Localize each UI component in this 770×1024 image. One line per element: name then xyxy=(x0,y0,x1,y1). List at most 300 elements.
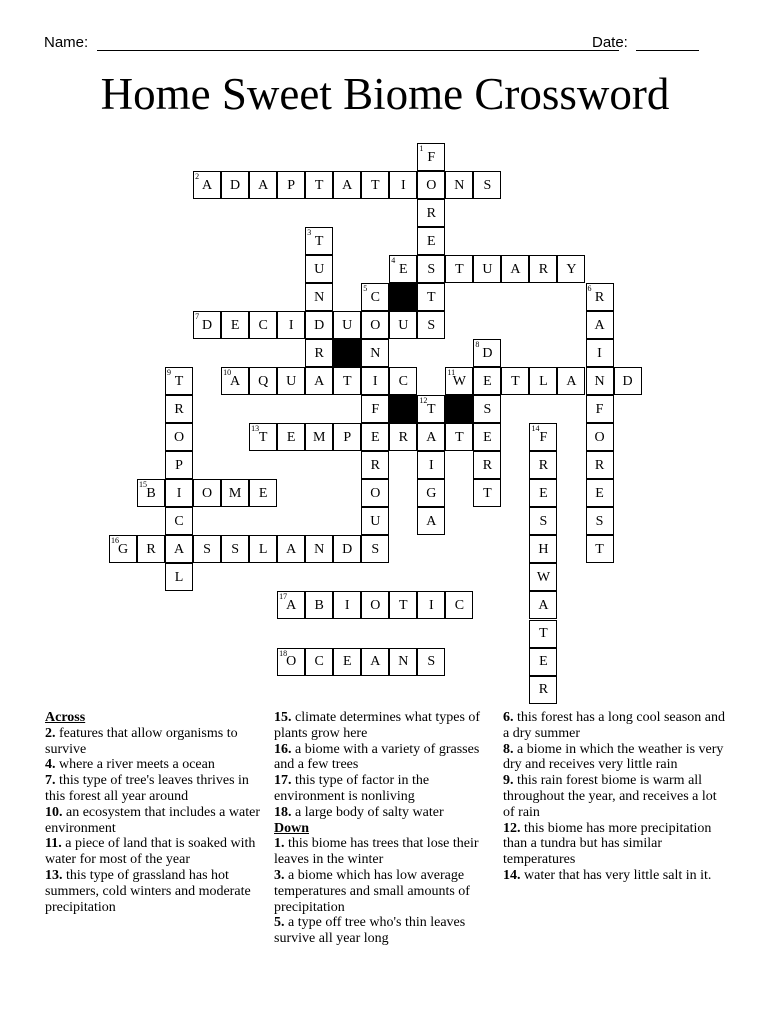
grid-cell[interactable] xyxy=(529,451,557,479)
cell-letter: O xyxy=(370,317,381,333)
grid-cell[interactable] xyxy=(417,507,445,535)
cell-letter: A xyxy=(286,597,297,613)
cell-letter: A xyxy=(286,541,297,557)
cell-letter: Y xyxy=(566,261,577,277)
cell-letter: P xyxy=(175,457,183,473)
grid-cell[interactable] xyxy=(361,339,389,367)
grid-cell[interactable] xyxy=(529,591,557,619)
grid-cell[interactable] xyxy=(473,451,501,479)
cell-letter: T xyxy=(174,373,184,389)
grid-cell[interactable] xyxy=(586,535,614,563)
grid-cell[interactable] xyxy=(165,451,193,479)
clue-item xyxy=(503,773,728,820)
cell-letter: M xyxy=(312,429,326,445)
grid-cell[interactable] xyxy=(333,311,361,339)
grid-cell[interactable] xyxy=(249,171,277,199)
grid-block xyxy=(389,395,417,423)
grid-cell[interactable] xyxy=(305,311,333,339)
grid-cell[interactable] xyxy=(333,171,361,199)
grid-cell[interactable] xyxy=(137,535,165,563)
grid-cell[interactable] xyxy=(193,171,221,199)
clue-number: 13. xyxy=(45,867,63,883)
grid-cell[interactable] xyxy=(529,648,557,676)
grid-cell[interactable] xyxy=(305,648,333,676)
grid-cell[interactable] xyxy=(586,395,614,423)
grid-cell[interactable] xyxy=(529,255,557,283)
clue-item xyxy=(45,836,270,868)
grid-block xyxy=(445,395,473,423)
grid-cell[interactable] xyxy=(529,507,557,535)
clue-number: 6 xyxy=(587,284,592,294)
grid-cell[interactable] xyxy=(417,395,445,423)
grid-cell[interactable] xyxy=(361,535,389,563)
cell-letter: C xyxy=(174,513,184,529)
grid-cell[interactable] xyxy=(389,423,417,451)
cell-letter: N xyxy=(370,345,381,361)
clue-number: 14 xyxy=(531,424,540,434)
clue-number: 17 xyxy=(279,592,288,602)
clue-text: a biome which has low average temperatures and small amounts of precipitation xyxy=(274,867,470,915)
grid-cell[interactable] xyxy=(586,367,614,395)
cell-letter: D xyxy=(202,317,213,333)
clue-text: this type of factor in the environment is nonliving xyxy=(274,773,430,804)
grid-cell[interactable] xyxy=(137,479,165,507)
grid-cell[interactable] xyxy=(221,367,249,395)
cell-letter: G xyxy=(426,485,437,501)
cell-letter: S xyxy=(483,401,492,417)
grid-cell[interactable] xyxy=(165,535,193,563)
grid-cell[interactable] xyxy=(557,255,585,283)
grid-cell[interactable] xyxy=(389,255,417,283)
cell-letter: D xyxy=(482,345,493,361)
clue-text: water that has very little salt in it. xyxy=(524,867,712,883)
grid-cell[interactable] xyxy=(221,171,249,199)
grid-cell[interactable] xyxy=(445,423,473,451)
grid-cell[interactable] xyxy=(333,591,361,619)
cell-letter: S xyxy=(231,541,239,557)
grid-cell[interactable] xyxy=(529,479,557,507)
clue-text: this type of tree's leaves thrives in this forest all year around xyxy=(45,773,249,804)
clues-column-1 xyxy=(45,710,270,915)
cell-letter: U xyxy=(342,317,353,333)
cell-letter: R xyxy=(594,457,605,473)
cell-letter: N xyxy=(314,289,325,305)
cell-letter: D xyxy=(622,373,633,389)
cell-letter: T xyxy=(258,429,268,445)
cell-letter: T xyxy=(595,541,604,557)
grid-cell[interactable] xyxy=(165,423,193,451)
cell-letter: E xyxy=(539,654,548,670)
grid-cell[interactable] xyxy=(221,535,249,563)
grid-cell[interactable] xyxy=(586,451,614,479)
grid-cell[interactable] xyxy=(361,395,389,423)
grid-cell[interactable] xyxy=(193,479,221,507)
grid-cell[interactable] xyxy=(614,367,642,395)
grid-cell[interactable] xyxy=(277,423,305,451)
cell-letter: E xyxy=(230,317,240,333)
clue-text: an ecosystem that includes a water environment xyxy=(45,804,260,836)
grid-cell[interactable] xyxy=(165,479,193,507)
clues-column-2 xyxy=(274,710,494,947)
cell-letter: R xyxy=(398,429,408,445)
clue-number: 5 xyxy=(363,284,368,294)
grid-cell[interactable] xyxy=(417,648,445,676)
cell-letter: M xyxy=(228,485,242,501)
name-label: Name: xyxy=(44,34,89,51)
clue-item xyxy=(503,821,728,868)
grid-cell[interactable] xyxy=(305,255,333,283)
grid-cell[interactable] xyxy=(193,311,221,339)
grid-cell[interactable] xyxy=(305,423,333,451)
clue-item xyxy=(274,742,494,774)
cell-letter: A xyxy=(202,177,213,193)
cell-letter: F xyxy=(595,401,604,417)
clue-number: 7. xyxy=(45,773,56,789)
grid-cell[interactable] xyxy=(473,255,501,283)
cell-letter: N xyxy=(594,373,605,389)
grid-cell[interactable] xyxy=(389,311,417,339)
grid-cell[interactable] xyxy=(529,423,557,451)
cell-letter: T xyxy=(427,401,436,417)
cell-letter: S xyxy=(203,541,211,557)
cell-letter: B xyxy=(314,597,324,613)
grid-cell[interactable] xyxy=(193,535,221,563)
cell-letter: O xyxy=(286,654,297,670)
clue-text: a large body of salty water xyxy=(295,804,444,820)
cell-letter: S xyxy=(595,513,604,529)
cell-letter: D xyxy=(342,541,353,557)
cell-letter: N xyxy=(398,654,409,670)
grid-cell[interactable] xyxy=(529,367,557,395)
grid-cell[interactable] xyxy=(417,255,445,283)
cell-letter: I xyxy=(597,345,602,361)
cell-letter: O xyxy=(370,485,381,501)
cell-letter: A xyxy=(173,541,185,557)
cell-letter: T xyxy=(399,597,408,613)
grid-cell[interactable] xyxy=(389,648,417,676)
grid-cell[interactable] xyxy=(473,479,501,507)
clue-number: 11. xyxy=(45,836,62,852)
cell-letter: U xyxy=(314,261,325,277)
cell-letter: W xyxy=(536,569,551,585)
cell-letter: R xyxy=(426,205,436,221)
grid-cell[interactable] xyxy=(361,367,389,395)
grid-cell[interactable] xyxy=(305,171,333,199)
clue-text: a biome in which the weather is very dry and receives very little rain xyxy=(503,741,724,773)
clue-text: a biome with a variety of grasses and a few trees xyxy=(274,741,480,773)
grid-cell[interactable] xyxy=(417,311,445,339)
clue-number: 17. xyxy=(274,773,292,789)
cell-letter: T xyxy=(455,429,464,445)
cell-letter: A xyxy=(566,373,577,389)
grid-cell[interactable] xyxy=(389,367,417,395)
grid-cell[interactable] xyxy=(249,535,277,563)
clue-text: where a river meets a ocean xyxy=(59,757,215,773)
cell-letter: G xyxy=(117,541,129,557)
grid-cell[interactable] xyxy=(417,143,445,171)
grid-cell[interactable] xyxy=(529,620,557,648)
cell-letter: E xyxy=(595,485,604,501)
grid-cell[interactable] xyxy=(417,227,445,255)
cell-letter: T xyxy=(483,485,492,501)
grid-cell[interactable] xyxy=(586,507,614,535)
grid-cell[interactable] xyxy=(586,339,614,367)
cell-letter: T xyxy=(370,177,380,193)
cell-letter: T xyxy=(427,289,436,305)
grid-cell[interactable] xyxy=(249,423,277,451)
clue-number: 10 xyxy=(223,368,232,378)
cell-letter: O xyxy=(370,597,381,613)
cell-letter: E xyxy=(286,429,296,445)
grid-cell[interactable] xyxy=(473,171,501,199)
clue-item xyxy=(274,773,494,805)
cell-letter: C xyxy=(370,289,380,305)
grid-cell[interactable] xyxy=(501,255,529,283)
clue-number: 5. xyxy=(274,915,285,931)
grid-cell[interactable] xyxy=(305,367,333,395)
cell-letter: T xyxy=(314,177,324,193)
grid-cell[interactable] xyxy=(361,283,389,311)
grid-cell[interactable] xyxy=(221,479,249,507)
grid-cell[interactable] xyxy=(473,423,501,451)
grid-cell[interactable] xyxy=(529,563,557,591)
cell-letter: U xyxy=(398,317,409,333)
cell-letter: S xyxy=(483,177,492,193)
cell-letter: E xyxy=(342,654,352,670)
grid-cell[interactable] xyxy=(249,311,277,339)
cell-letter: C xyxy=(454,597,465,613)
grid-cell[interactable] xyxy=(333,423,361,451)
grid-cell[interactable] xyxy=(305,535,333,563)
cell-letter: A xyxy=(258,177,269,193)
clue-item xyxy=(45,773,270,805)
grid-cell[interactable] xyxy=(333,648,361,676)
page-title: Home Sweet Biome Crossword xyxy=(100,69,670,119)
cell-letter: U xyxy=(370,513,381,529)
grid-cell[interactable] xyxy=(361,507,389,535)
grid-cell[interactable] xyxy=(305,283,333,311)
grid-cell[interactable] xyxy=(277,591,305,619)
clue-number: 8 xyxy=(475,340,480,350)
cell-letter: W xyxy=(452,373,466,389)
grid-cell[interactable] xyxy=(501,367,529,395)
cell-letter: O xyxy=(173,429,185,445)
clues-section xyxy=(0,708,770,1008)
cell-letter: R xyxy=(538,457,549,473)
clue-number: 3. xyxy=(274,867,285,883)
grid-cell[interactable] xyxy=(473,367,501,395)
grid-cell[interactable] xyxy=(165,395,193,423)
grid-cell[interactable] xyxy=(586,283,614,311)
clue-number: 15. xyxy=(274,710,292,725)
cell-letter: L xyxy=(174,569,184,585)
grid-cell[interactable] xyxy=(277,648,305,676)
clue-number: 2 xyxy=(195,172,200,182)
grid-cell[interactable] xyxy=(417,171,445,199)
clue-number: 18. xyxy=(274,804,292,820)
grid-cell[interactable] xyxy=(445,255,473,283)
cell-letter: C xyxy=(314,654,324,670)
cell-letter: I xyxy=(400,177,406,193)
clue-text: this biome has more precipitation than a tundra but has similar temperatures xyxy=(503,820,712,868)
cell-letter: E xyxy=(370,429,380,445)
cell-letter: O xyxy=(594,429,605,445)
cell-letter: P xyxy=(287,177,296,193)
grid-cell[interactable] xyxy=(361,171,389,199)
cell-letter: R xyxy=(482,457,493,473)
grid-cell[interactable] xyxy=(249,479,277,507)
cell-letter: U xyxy=(482,261,493,277)
clue-number: 13 xyxy=(251,424,260,434)
cell-letter: F xyxy=(427,149,436,165)
cell-letter: T xyxy=(455,261,464,277)
grid-cell[interactable] xyxy=(417,423,445,451)
cell-letter: N xyxy=(454,177,465,193)
grid-cell[interactable] xyxy=(529,535,557,563)
grid-cell[interactable] xyxy=(333,367,361,395)
clue-number: 15 xyxy=(139,480,148,490)
clue-text: features that allow organisms to survive xyxy=(45,725,238,757)
cell-letter: R xyxy=(146,541,156,557)
grid-cell[interactable] xyxy=(165,367,193,395)
cell-letter: F xyxy=(371,401,380,417)
cell-letter: R xyxy=(314,345,324,361)
cell-letter: Q xyxy=(258,373,269,389)
grid-cell[interactable] xyxy=(586,479,614,507)
cell-letter: A xyxy=(426,429,437,445)
grid-cell[interactable] xyxy=(277,535,305,563)
grid-cell[interactable] xyxy=(389,171,417,199)
grid-cell[interactable] xyxy=(417,591,445,619)
grid-cell[interactable] xyxy=(389,591,417,619)
clue-number: 1. xyxy=(274,836,285,852)
grid-cell[interactable] xyxy=(277,367,305,395)
cell-letter: T xyxy=(539,626,548,641)
grid-cell[interactable] xyxy=(417,479,445,507)
grid-cell[interactable] xyxy=(305,227,333,255)
clue-item xyxy=(503,710,728,742)
cell-letter: E xyxy=(427,233,436,249)
grid-cell[interactable] xyxy=(417,199,445,227)
clue-number: 11 xyxy=(447,368,456,378)
grid-cell[interactable] xyxy=(305,591,333,619)
cell-letter: R xyxy=(174,401,184,417)
grid-cell[interactable] xyxy=(473,339,501,367)
grid-cell[interactable] xyxy=(221,311,249,339)
grid-cell[interactable] xyxy=(417,451,445,479)
cell-letter: O xyxy=(202,485,213,501)
cell-letter: L xyxy=(539,373,548,389)
clue-item xyxy=(274,836,494,868)
clue-number: 10. xyxy=(45,804,63,820)
clues-column-3 xyxy=(503,710,728,884)
clue-number: 1 xyxy=(419,144,424,153)
grid-cell[interactable] xyxy=(445,367,473,395)
grid-cell[interactable] xyxy=(586,311,614,339)
grid-cell[interactable] xyxy=(165,563,193,591)
cell-letter: S xyxy=(427,317,436,333)
grid-block xyxy=(333,339,361,367)
clue-item xyxy=(45,726,270,758)
clue-text: this biome has trees that lose their leaves in the winter xyxy=(274,836,479,868)
grid-cell[interactable] xyxy=(529,676,557,704)
grid-cell[interactable] xyxy=(417,283,445,311)
grid-cell[interactable] xyxy=(277,311,305,339)
grid-cell[interactable] xyxy=(557,367,585,395)
cell-letter: S xyxy=(427,654,436,670)
cell-letter: F xyxy=(539,429,548,445)
grid-cell[interactable] xyxy=(361,451,389,479)
cell-letter: T xyxy=(511,373,520,389)
clue-item xyxy=(274,710,494,742)
cell-letter: E xyxy=(483,373,492,389)
clue-item xyxy=(45,868,270,915)
clue-number: 12. xyxy=(503,820,521,836)
cell-letter: I xyxy=(428,457,434,473)
cell-letter: A xyxy=(314,373,325,389)
grid-cell[interactable] xyxy=(361,311,389,339)
cell-letter: B xyxy=(146,485,156,501)
cell-letter: I xyxy=(288,317,294,333)
clue-item xyxy=(503,868,728,884)
cell-letter: D xyxy=(314,317,325,333)
grid-cell[interactable] xyxy=(361,648,389,676)
grid-cell[interactable] xyxy=(445,171,473,199)
cell-letter: T xyxy=(314,233,324,249)
grid-cell[interactable] xyxy=(586,423,614,451)
cell-letter: R xyxy=(538,682,549,698)
clue-text: a type off tree who's thin leaves survive all year long xyxy=(274,915,466,947)
clue-number: 12 xyxy=(419,396,428,406)
grid-cell[interactable] xyxy=(109,535,137,563)
clue-number: 14. xyxy=(503,867,521,883)
cell-letter: N xyxy=(314,541,325,557)
clue-text: this forest has a long cool season and a dry summer xyxy=(503,710,726,741)
cell-letter: H xyxy=(538,541,549,557)
grid-cell[interactable] xyxy=(361,479,389,507)
cell-letter: E xyxy=(539,485,548,501)
clue-number: 2. xyxy=(45,725,56,741)
cell-letter: A xyxy=(510,261,521,277)
clue-item xyxy=(45,757,270,773)
clue-heading: Down xyxy=(274,820,310,836)
grid-cell[interactable] xyxy=(361,423,389,451)
cell-letter: C xyxy=(258,317,268,333)
cell-letter: L xyxy=(258,541,268,557)
grid-cell[interactable] xyxy=(305,339,333,367)
cell-letter: R xyxy=(370,457,380,473)
clue-number: 7 xyxy=(195,312,200,322)
cell-letter: E xyxy=(399,261,408,277)
grid-cell[interactable] xyxy=(249,367,277,395)
grid-cell[interactable] xyxy=(361,591,389,619)
clue-number: 18 xyxy=(279,648,288,658)
grid-cell[interactable] xyxy=(445,591,473,619)
clue-item xyxy=(274,805,494,821)
clue-text: this rain forest biome is warm all throughout the year, and receives a lot of rain xyxy=(503,773,717,820)
grid-cell[interactable] xyxy=(333,535,361,563)
grid-cell[interactable] xyxy=(165,507,193,535)
clue-text: this type of grassland has hot summers, cold winters and moderate precipitation xyxy=(45,867,251,915)
cell-letter: A xyxy=(426,513,437,529)
clue-number: 4 xyxy=(391,256,396,266)
cell-letter: E xyxy=(258,485,268,501)
clue-number: 9. xyxy=(503,773,514,789)
cell-letter: I xyxy=(372,373,378,389)
grid-cell[interactable] xyxy=(277,171,305,199)
grid-cell[interactable] xyxy=(473,395,501,423)
cell-letter: I xyxy=(176,485,182,501)
